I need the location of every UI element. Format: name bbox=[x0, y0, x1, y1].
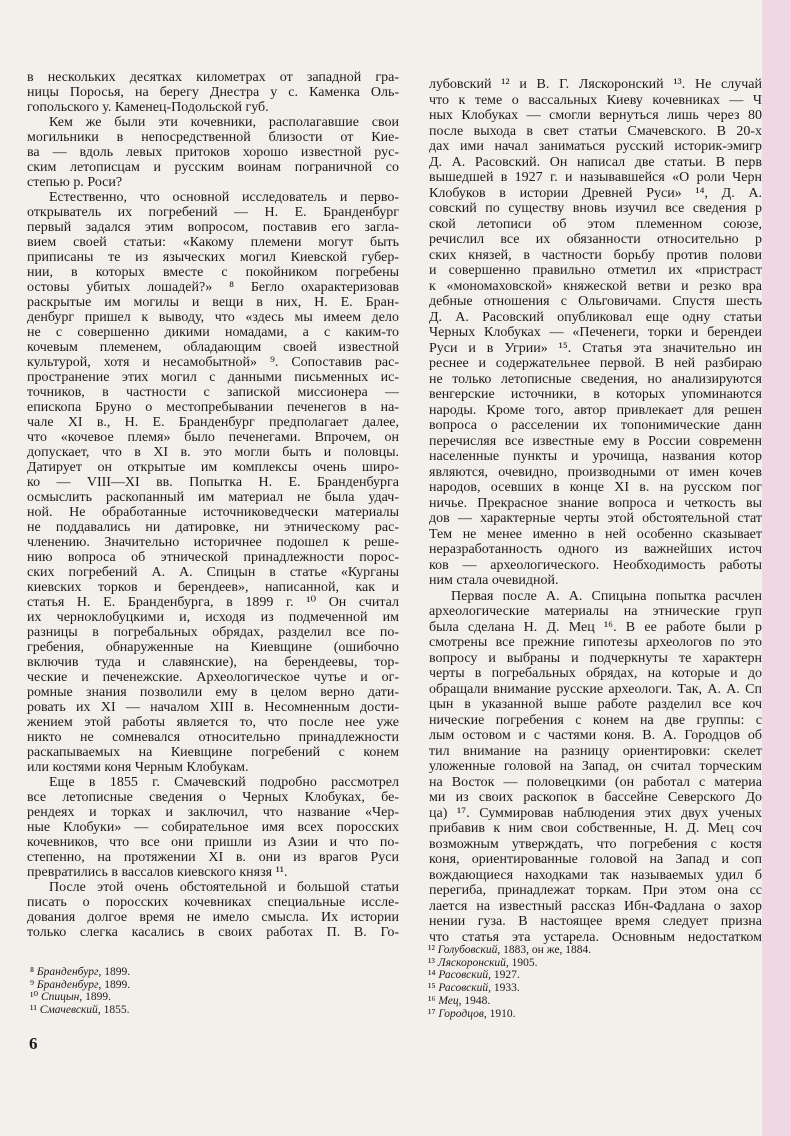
text-line: киевских торков и берендеев», написанной, как и bbox=[27, 580, 399, 595]
footnote-year: , 1933. bbox=[488, 982, 520, 995]
footnote-year: , 1905. bbox=[505, 956, 538, 969]
text-line: ничье. Прекрасное знание вопроса и четкость вы bbox=[429, 495, 762, 511]
footnote bbox=[428, 969, 591, 982]
text-line: кочевым племенем, обладающим своей известной bbox=[27, 340, 399, 355]
text-line: археологические материалы на этнические груп bbox=[429, 604, 762, 619]
footnote-year: , 1927. bbox=[488, 969, 520, 982]
text-line: народов, осевших в конце XI в. на русском пог bbox=[429, 480, 762, 495]
text-line: прибавив к ним свои собственные, Н. Д. Мец соч bbox=[429, 821, 762, 836]
text-line: разницы в погребальных обрядах, разделил все по- bbox=[27, 625, 399, 640]
text-line: первый задался этим вопросом, поставив его загла- bbox=[27, 220, 399, 235]
text-line: ми из своих раскопок в бассейне Северского До bbox=[429, 790, 762, 805]
text-line: являются, очевидно, производными от имен кочев bbox=[429, 464, 762, 480]
footnote-author: Смачевский bbox=[39, 1004, 98, 1017]
text-line: тил внимание на разницу ориентировки: скелет bbox=[429, 743, 762, 759]
text-line: что к теме о вассальных Киеву кочевниках — Ч bbox=[429, 92, 762, 108]
footnote-author: Ляскоронский bbox=[437, 956, 506, 969]
footnote-author: Мец bbox=[438, 994, 459, 1007]
paragraph bbox=[429, 77, 762, 589]
text-line: гопольского у. Каменец-Подольской губ. bbox=[27, 100, 269, 115]
footnote bbox=[428, 982, 591, 995]
text-line: обращали внимание русские археологи. Так, А. А. Сп bbox=[429, 681, 762, 697]
text-line: Д. А. Расовский. Он написал две статьи. В перв bbox=[429, 154, 762, 170]
text-line: нении гуза. В настоящее время следует призна bbox=[429, 914, 762, 929]
text-line: открыватель их погребений — Н. Е. Бранденбург bbox=[27, 205, 399, 220]
right-column bbox=[429, 77, 762, 945]
text-line: осмыслить раскопанный им материал не была удач- bbox=[27, 490, 399, 505]
text-line: что статья эта устарела. Основным недостатком bbox=[429, 929, 762, 945]
text-line: нические погребения с конем на две группы: с bbox=[429, 712, 762, 728]
footnote bbox=[428, 1008, 591, 1021]
text-line: ной. Не обработанные источниковедчески материалы bbox=[27, 505, 399, 520]
text-line: не поддавались ни датировке, ни этническому рас- bbox=[27, 520, 399, 535]
text-line: гребения, обнаруженные на Киевщине (ошибочно bbox=[27, 640, 399, 655]
text-line: вием своей статьи: «Какому племени могут быть bbox=[27, 235, 399, 250]
footnote-number: ¹⁴ bbox=[428, 969, 439, 982]
text-line: Клобуков в истории Древней Руси» ¹⁴, Д. А. bbox=[429, 185, 762, 201]
text-line: ских князей, в частности борьбу против полови bbox=[429, 247, 762, 263]
text-line: не с совершенно дикими номадами, а с каким-то bbox=[27, 325, 399, 340]
text-line: ческие и печенежские. Археологическое чутье и ог- bbox=[27, 670, 399, 685]
text-line: дах ими начал заниматься русский историк-эмигр bbox=[429, 139, 762, 154]
text-line: лым остовом и с частями коня. В. А. Городцов об bbox=[429, 728, 762, 743]
right-footnotes bbox=[428, 944, 591, 1020]
text-line: и совершенно правильно отметил их «пристраст bbox=[429, 263, 762, 278]
paragraph bbox=[27, 115, 399, 190]
text-line: ные Клобуки» — собирательное имя всех поросских bbox=[27, 820, 399, 835]
paragraph bbox=[27, 880, 399, 940]
text-line: ских погребений А. А. Спицын в статье «Курганы bbox=[27, 565, 399, 580]
text-line: включив туда и славянские), на берендеевы, тор- bbox=[27, 655, 399, 670]
text-line: речислил все их обязанности относительно р bbox=[429, 232, 762, 247]
text-line: народы. Кроме того, автор привлекает для решен bbox=[429, 402, 762, 418]
footnote-author: Расовский bbox=[438, 969, 489, 982]
text-line: Тем не менее именно в ней особенно сказывает bbox=[429, 526, 762, 542]
text-line: ко — VIII—XI вв. Попытка Н. Е. Бранденбурга bbox=[27, 475, 399, 490]
text-line: совский по существу вновь изучил все сведения р bbox=[429, 201, 762, 216]
text-line: нии, в которых вместе с покойником погребены bbox=[27, 265, 399, 280]
text-line: уложенные головой на Запад, он считал торческим bbox=[429, 759, 762, 774]
footnote bbox=[30, 991, 130, 1004]
text-line: Черных Клобуках — «Печенеги, торки и берендеи bbox=[429, 325, 762, 340]
text-line: возможным утверждать, что погребения с костя bbox=[429, 836, 762, 852]
text-line: вождающиеся находками так называемых удил б bbox=[429, 867, 762, 883]
paragraph bbox=[27, 775, 399, 880]
text-line: пространение этих могил с данными письменных ис- bbox=[27, 370, 399, 385]
text-line: после выхода в свет статьи Смачевского. В 20-х bbox=[429, 123, 762, 139]
text-line: коня, ориентированные головой на Запад и соп bbox=[429, 852, 762, 867]
text-line: Естественно, что основной исследователь и перво- bbox=[49, 190, 399, 205]
footnote-year: , 1855. bbox=[97, 1004, 130, 1017]
text-line: приписаны те из языческих могил Киевской губер- bbox=[27, 250, 399, 265]
text-line: была сделана Н. Д. Мец ¹⁶. В ее работе были р bbox=[429, 619, 762, 635]
text-line: неразработанность одного из важнейших источ bbox=[429, 542, 762, 557]
text-line: денбург пришел к выводу, что «здесь мы имеем дело bbox=[27, 310, 399, 325]
left-footnotes bbox=[30, 966, 130, 1017]
text-line: их черноклобуцкими и, исходя из подмеченной им bbox=[27, 610, 399, 625]
text-line: кочевников, что все они пришли из Азии и что по- bbox=[27, 835, 399, 850]
text-line: к «мономаховской» княжеской ветви и резко вра bbox=[429, 278, 762, 294]
text-line: нию вопроса об этнической принадлежности порос- bbox=[27, 550, 399, 565]
text-line: что «кочевое племя» было печенегами. Впрочем, он bbox=[27, 430, 399, 445]
text-line: дебные отношения с Ольговичами. Спустя шесть bbox=[429, 294, 762, 309]
footnote-number: ⁸ bbox=[30, 966, 37, 978]
text-line: раскапываемых на Киевщине погребений с конем bbox=[27, 745, 399, 760]
text-line: лубовский ¹² и В. Г. Ляскоронский ¹³. Не случай bbox=[429, 77, 762, 92]
text-line: ским летописцам и русским воинам пограничной со bbox=[27, 160, 399, 175]
text-line: Д. А. Расовский опубликовал еще одну статьи bbox=[429, 309, 762, 325]
text-line: только слегка касались в своих работах П. В. Го- bbox=[27, 925, 399, 940]
text-line: рендеях и торках и заключил, что название «Чер- bbox=[27, 805, 399, 820]
footnote-year: , 1899. bbox=[98, 978, 131, 991]
text-line: раскрытые им могилы и вещи в них, Н. Е. Бран- bbox=[27, 295, 399, 310]
footnote-year: , 1948. bbox=[458, 994, 491, 1007]
text-line: ных Клобуках — смогли вернуться лишь через 80 bbox=[429, 108, 762, 123]
footnote bbox=[30, 1004, 130, 1017]
text-line: перечисляя все известные ему в России современн bbox=[429, 433, 762, 449]
text-line: перегиба, принадлежат торкам. При этом она сс bbox=[429, 883, 762, 898]
text-line: ницы Поросья, на берегу Днестра у с. Каменка Оль- bbox=[27, 85, 399, 100]
text-line: степенно, на протяжении XI в. они из врагов Руси bbox=[27, 850, 399, 865]
text-line: ромные знания позволили ему в целом верно дати- bbox=[27, 685, 399, 700]
paragraph bbox=[429, 589, 762, 946]
text-line: никто не сомневался относительно принадлежности bbox=[27, 730, 399, 745]
text-line: остовы убитых лошадей?» ⁸ Бегло охарактеризовав bbox=[27, 280, 399, 295]
text-line: Кем же были эти кочевники, располагавшие свои bbox=[49, 115, 399, 130]
footnote bbox=[428, 957, 591, 970]
text-line: статья Н. Е. Бранденбурга, в 1899 г. ¹⁰ Он считал bbox=[27, 595, 399, 610]
text-line: допускает, что в XI в. это могли быть и половцы. bbox=[27, 445, 399, 460]
scan-edge-strip bbox=[762, 0, 791, 1136]
footnote-author: Бранденбург bbox=[36, 978, 99, 991]
text-line: жением этой работы является то, что после нее уже bbox=[27, 715, 399, 730]
text-line: культурой, хотя и несамобытной» ⁹. Сопоставив рас- bbox=[27, 355, 399, 370]
footnote-year: , 1910. bbox=[483, 1007, 516, 1020]
text-line: могильники в непосредственной близости от Кие- bbox=[27, 130, 399, 145]
footnote-number: ¹⁷ bbox=[428, 1007, 439, 1020]
text-line: цын в указанной выше работе разделил все коч bbox=[429, 697, 762, 712]
text-line: чале XI в., Н. Е. Бранденбург предполагает далее, bbox=[27, 415, 399, 430]
text-line: черты в погребальных обрядах, на которые и до bbox=[429, 666, 762, 681]
footnote-number: ¹⁵ bbox=[428, 982, 439, 995]
footnote-author: Расовский bbox=[438, 982, 489, 995]
text-line: на Восток — половецкими (он работал с материа bbox=[429, 774, 762, 790]
text-line: смотрены все прежние гипотезы археологов по это bbox=[429, 635, 762, 650]
text-line: епископа Бруно о местопребывании печенегов в на- bbox=[27, 400, 399, 415]
footnote-number: ¹² bbox=[428, 944, 438, 956]
text-line: или костями коня Черным Клобукам. bbox=[27, 760, 249, 775]
text-line: дов — характерные черты этой обстоятельной стат bbox=[429, 511, 762, 526]
footnote-year: , 1899. bbox=[79, 991, 111, 1004]
footnote-author: Бранденбург bbox=[36, 966, 99, 978]
text-line: не только летописные сведения, но анализируются bbox=[429, 371, 762, 387]
footnote bbox=[30, 966, 130, 979]
footnote-number: ¹⁶ bbox=[428, 994, 439, 1007]
text-line: ним стала очевидной. bbox=[429, 573, 559, 588]
paragraph bbox=[27, 70, 399, 115]
text-line: Датирует он открытые им комплексы очень широ- bbox=[27, 460, 399, 475]
footnote-number: ¹⁰ bbox=[30, 991, 41, 1004]
text-line: ва — вдоль левых притоков хорошо известной рус- bbox=[27, 145, 399, 160]
text-line: реснее и содержательнее первой. В ней разбираю bbox=[429, 356, 762, 371]
text-line: все летописные сведения о Черных Клобуках, бе- bbox=[27, 790, 399, 805]
text-line: в нескольких десятках километрах от западной гра- bbox=[27, 70, 399, 85]
text-line: ской летописи об этом племенном союзе, bbox=[429, 216, 762, 232]
footnote-year: , 1899. bbox=[98, 966, 131, 978]
footnote-year: , 1883, он же, 1884. bbox=[497, 944, 592, 956]
text-line: вышедшей в 1927 г. и называвшейся «О роли Черн bbox=[429, 170, 762, 185]
left-column bbox=[27, 70, 399, 940]
text-line: ровать их XI — началом XIII в. Несомненным дости- bbox=[27, 700, 399, 715]
text-line: лается на известный рассказ Ибн-Фадлана о захор bbox=[429, 898, 762, 914]
text-line: писать о поросских кочевниках специальные иссле- bbox=[27, 895, 399, 910]
text-line: вопросу и выбраны и подчеркнуты те характерн bbox=[429, 650, 762, 666]
page-number: 6 bbox=[29, 1034, 38, 1053]
text-line: После этой очень обстоятельной и большой статьи bbox=[49, 880, 399, 895]
text-line: членению. Значительно историчнее подошел к реше- bbox=[27, 535, 399, 550]
text-line: венгерские источники, в которых упоминаются bbox=[429, 387, 762, 402]
text-line: превратились в вассалов киевского князя ¹¹. bbox=[27, 865, 288, 880]
text-line: дования долгое время не имело смысла. Их истории bbox=[27, 910, 399, 925]
footnote bbox=[30, 979, 130, 992]
footnote-number: ⁹ bbox=[30, 978, 37, 991]
footnote-author: Спицын bbox=[40, 991, 80, 1004]
text-line: Руси и в Угрии» ¹⁵. Статья эта значительно ин bbox=[429, 340, 762, 356]
text-line: населенные пункты и урочища, названия котор bbox=[429, 449, 762, 464]
paragraph bbox=[27, 190, 399, 775]
footnote-number: ¹³ bbox=[428, 956, 438, 969]
footnote-number: ¹¹ bbox=[30, 1004, 40, 1017]
text-line: степью р. Роси? bbox=[27, 175, 123, 190]
footnote bbox=[428, 995, 591, 1008]
text-line: Еще в 1855 г. Смачевский подробно рассмотрел bbox=[49, 775, 399, 790]
text-line: ца) ¹⁷. Суммировав наблюдения этих двух ученых bbox=[429, 805, 762, 821]
footnote bbox=[428, 944, 591, 957]
text-line: Первая после А. А. Спицына попытка расчлен bbox=[451, 588, 762, 604]
text-line: ков — археологического. Необходимость работы bbox=[429, 557, 762, 573]
text-line: точников, в частности с запиской миссионера — bbox=[27, 385, 399, 400]
footnote-author: Голубовский bbox=[437, 944, 498, 956]
footnote-author: Городцов bbox=[438, 1007, 484, 1020]
text-line: вопроса о расселении их топонимические данн bbox=[429, 418, 762, 433]
